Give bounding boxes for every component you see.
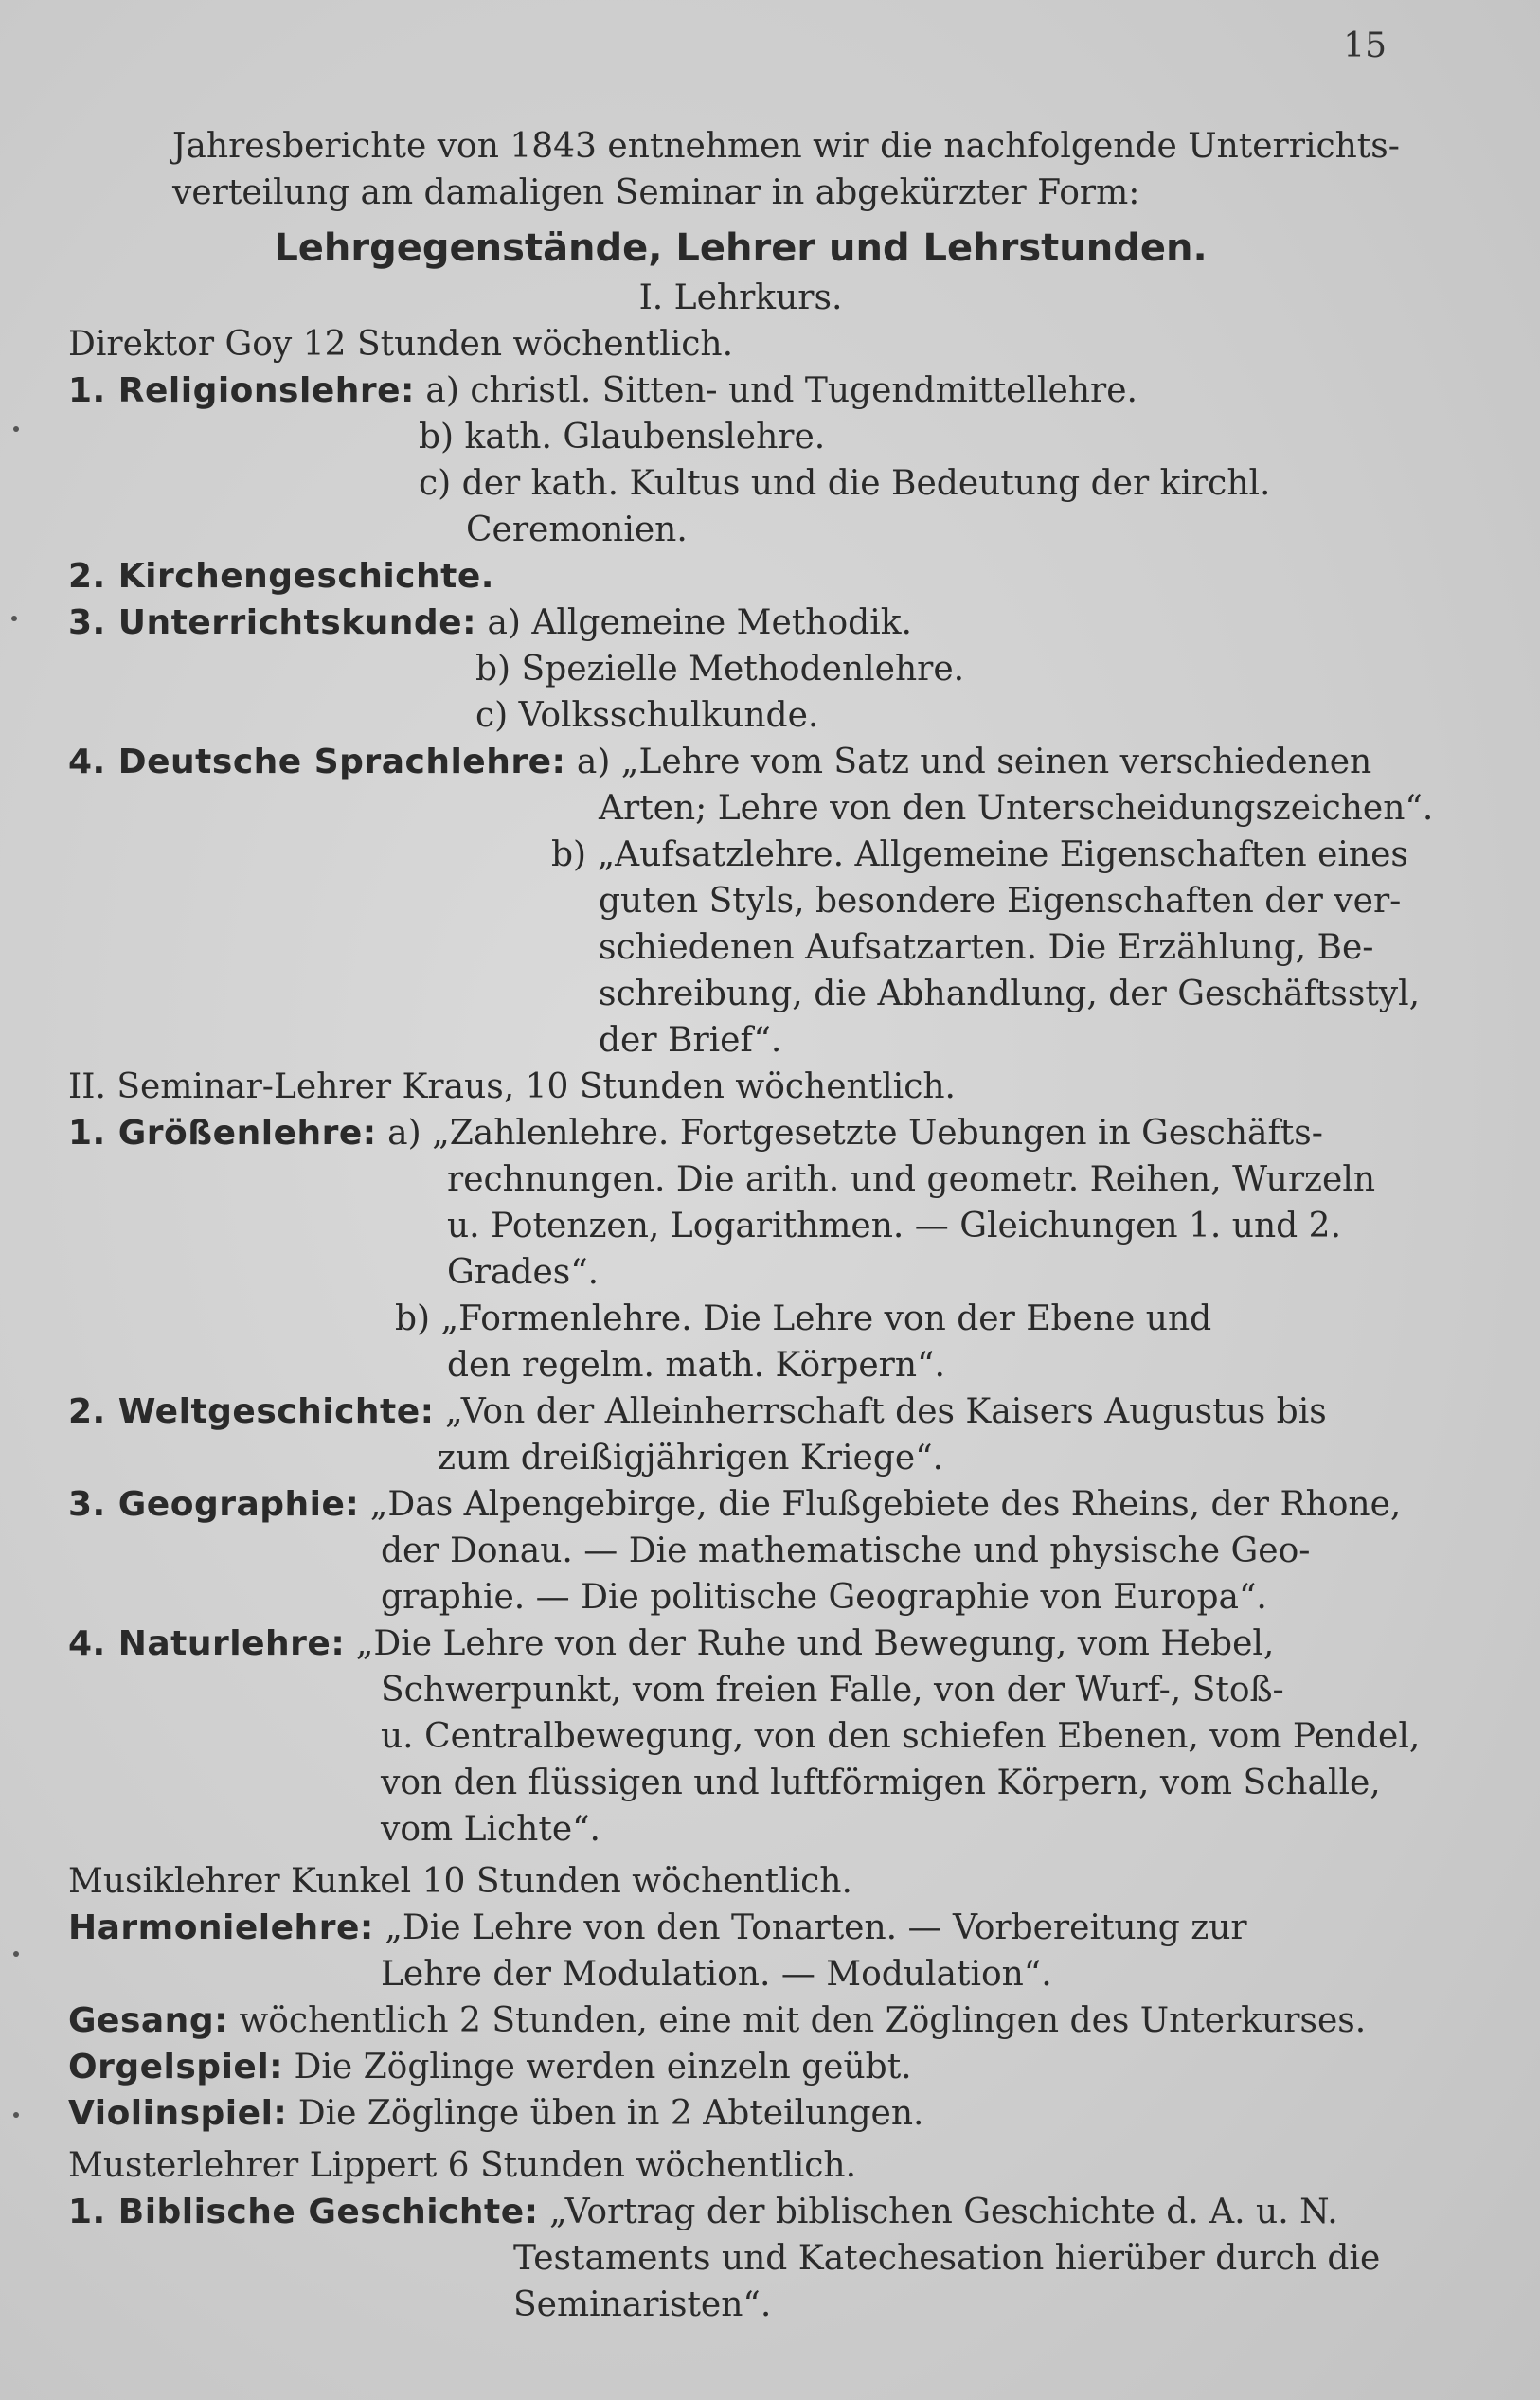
geo-t2: der Donau. — Die mathematische und physische Geo-: [381, 1531, 1311, 1570]
natur-t1: „Die Lehre von der Ruhe und Bewegung, vom Hebel,: [355, 1624, 1275, 1663]
deutsch-b5: der Brief“.: [599, 1021, 782, 1060]
bib-row: [68, 2189, 1413, 2235]
deutsch-row: [68, 739, 1413, 785]
groessen-a1: a) „Zahlenlehre. Fortgesetzte Uebungen in Geschäfts-: [387, 1114, 1323, 1153]
intro-line-2: verteilung am damaligen Seminar in abgekürzter Form:: [172, 173, 1140, 212]
groessen-b1: b) „Formenlehre. Die Lehre von der Ebene und: [395, 1299, 1212, 1338]
orgel-text: Die Zöglinge werden einzeln geübt.: [294, 2048, 912, 2087]
groessen-a3: u. Potenzen, Logarithmen. — Gleichungen 1. und 2.: [447, 1207, 1342, 1245]
religion-row: [68, 367, 1413, 414]
gesang-label: Gesang:: [68, 2001, 228, 2040]
groessen-a2: rechnungen. Die arith. und geometr. Reihen, Wurzeln: [447, 1160, 1376, 1199]
geo-t1: „Das Alpengebirge, die Flußgebiete des Rheins, der Rhone,: [369, 1485, 1402, 1524]
scan-speck: [13, 2112, 19, 2118]
deutsch-b3: schiedenen Aufsatzarten. Die Erzählung, Be-: [599, 928, 1374, 967]
orgel-row: [68, 2044, 1413, 2090]
natur-t2: Schwerpunkt, vom freien Falle, von der Wurf-, Stoß-: [381, 1671, 1284, 1710]
natur-t5: vom Lichte“.: [381, 1810, 600, 1849]
deutsch-b2: guten Styls, besondere Eigenschaften der ver-: [599, 882, 1402, 921]
bib-label: 1. Biblische Geschichte:: [68, 2193, 539, 2231]
natur-t4: von den flüssigen und luftförmigen Körpern, vom Schalle,: [381, 1764, 1381, 1802]
harmonie-row: [68, 1905, 1413, 1951]
deutsch-label: 4. Deutsche Sprachlehre:: [68, 743, 566, 781]
religion-a: a) christl. Sitten- und Tugendmittellehre.: [425, 371, 1137, 410]
muster-lehrer: Musterlehrer Lippert 6 Stunden wöchentlich.: [68, 2146, 857, 2185]
harmonie-t1: „Die Lehre von den Tonarten. — Vorbereitung zur: [385, 1908, 1247, 1947]
intro-line-1: Jahresberichte von 1843 entnehmen wir die nachfolgende Unterrichts-: [172, 127, 1400, 166]
harmonie-t2: Lehre der Modulation. — Modulation“.: [381, 1955, 1052, 1994]
page-content: [68, 123, 1434, 2328]
bib-t2: Testaments und Katechesation hierüber durch die: [513, 2239, 1381, 2278]
bib-t1: „Vortrag der biblischen Geschichte d. A. u. N.: [548, 2193, 1338, 2231]
violin-label: Violinspiel:: [68, 2094, 288, 2133]
lehrer2-line: II. Seminar-Lehrer Kraus, 10 Stunden wöchentlich.: [68, 1067, 956, 1106]
natur-label: 4. Naturlehre:: [68, 1624, 346, 1663]
groessen-b2: den regelm. math. Körpern“.: [447, 1346, 945, 1385]
scan-speck: [11, 616, 17, 621]
religion-c1: c) der kath. Kultus und die Bedeutung der kirchl.: [419, 464, 1271, 503]
section-heading: Lehrgegenstände, Lehrer und Lehrstunden.: [274, 226, 1208, 270]
geo-row: [68, 1481, 1413, 1528]
deutsch-b1: b) „Aufsatzlehre. Allgemeine Eigenschaften eines: [551, 835, 1408, 874]
religion-c2: Ceremonien.: [466, 510, 688, 549]
deutsch-b4: schreibung, die Abhandlung, der Geschäftsstyl,: [599, 975, 1421, 1013]
kurs-heading: I. Lehrkurs.: [638, 278, 843, 317]
gesang-text: wöchentlich 2 Stunden, eine mit den Zöglingen des Unterkurses.: [239, 2001, 1367, 2040]
unterricht-c: c) Volksschulkunde.: [475, 696, 819, 735]
natur-t3: u. Centralbewegung, von den schiefen Ebenen, vom Pendel,: [381, 1717, 1421, 1756]
orgel-label: Orgelspiel:: [68, 2048, 284, 2087]
groessen-label: 1. Größenlehre:: [68, 1114, 377, 1153]
unterricht-row: [68, 600, 1413, 646]
bib-t3: Seminaristen“.: [513, 2285, 772, 2324]
groessen-row: [68, 1110, 1413, 1156]
natur-row: [68, 1621, 1413, 1667]
unterricht-b: b) Spezielle Methodenlehre.: [475, 650, 965, 689]
religion-b: b) kath. Glaubenslehre.: [419, 418, 826, 457]
violin-text: Die Zöglinge üben in 2 Abteilungen.: [297, 2094, 924, 2133]
gesang-row: [68, 1997, 1413, 2044]
violin-row: [68, 2090, 1413, 2137]
musik-lehrer: Musiklehrer Kunkel 10 Stunden wöchentlich.: [68, 1862, 852, 1901]
scan-speck: [13, 1951, 19, 1957]
deutsch-a1: a) „Lehre vom Satz und seinen verschiedenen: [576, 743, 1372, 781]
welt-label: 2. Weltgeschichte:: [68, 1392, 435, 1431]
direktor-line: Direktor Goy 12 Stunden wöchentlich.: [68, 325, 734, 364]
kirchengeschichte-label: 2. Kirchengeschichte.: [68, 557, 494, 596]
welt-t2: zum dreißigjährigen Kriege“.: [438, 1439, 944, 1478]
welt-row: [68, 1388, 1413, 1435]
page-number: 15: [1343, 27, 1387, 65]
unterricht-label: 3. Unterrichtskunde:: [68, 603, 476, 642]
religion-label: 1. Religionslehre:: [68, 371, 415, 410]
geo-label: 3. Geographie:: [68, 1485, 360, 1524]
deutsch-a2: Arten; Lehre von den Unterscheidungszeichen“.: [599, 789, 1434, 828]
harmonie-label: Harmonielehre:: [68, 1908, 374, 1947]
unterricht-a: a) Allgemeine Methodik.: [487, 603, 912, 642]
welt-t1: „Von der Alleinherrschaft des Kaisers Augustus bis: [445, 1392, 1327, 1431]
groessen-a4: Grades“.: [447, 1253, 600, 1292]
geo-t3: graphie. — Die politische Geographie von Europa“.: [381, 1578, 1267, 1617]
scan-speck: [13, 426, 19, 432]
